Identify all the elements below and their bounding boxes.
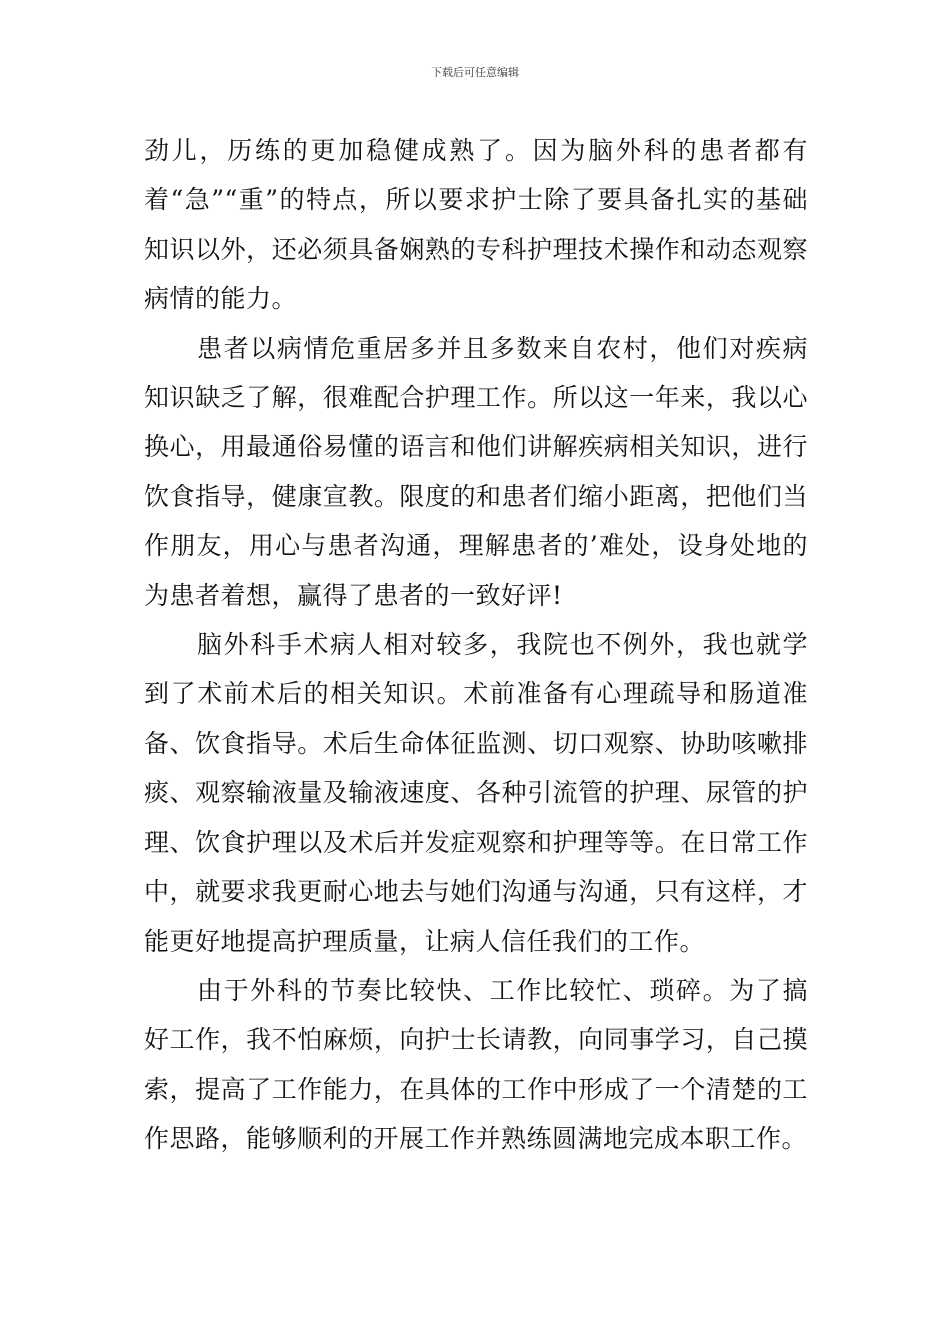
paragraph-2: 患者以病情危重居多并且多数来自农村，他们对疾病知识缺乏了解，很难配合护理工作。所以这一年来，我以心换心，用最通俗易懂的语言和他们讲解疾病相关知识，进行饮食指导，健康宣教。限度的和患者们缩小距离，把他们当作朋友，用心与患者沟通，理解患者的’难处，设身处地的为患者着想，赢得了患者的一致好评!	[144, 333, 808, 610]
paragraph-1: 劲儿，历练的更加稳健成熟了。因为脑外科的患者都有着“急”“重”的特点，所以要求护士除了要具备扎实的基础知识以外，还必须具备娴熟的专科护理技术操作和动态观察病情的能力。	[144, 136, 808, 314]
document-body	[144, 126, 808, 1164]
page-header: 下载后可任意编辑	[431, 66, 519, 79]
paragraph-4: 由于外科的节奏比较快、工作比较忙、琐碎。为了搞好工作，我不怕麻烦，向护士长请教，向同事学习，自己摸索，提高了工作能力，在具体的工作中形成了一个清楚的工作思路，能够顺利的开展工作并熟练圆满地完成本职工作。	[144, 975, 808, 1154]
paragraph-3: 脑外科手术病人相对较多，我院也不例外，我也就学到了术前术后的相关知识。术前准备有心理疏导和肠道准备、饮食指导。术后生命体征监测、切口观察、协助咳嗽排痰、观察输液量及输液速度、各种引流管的护理、尿管的护理、饮食护理以及术后并发症观察和护理等等。在日常工作中，就要求我更耐心地去与她们沟通与沟通，只有这样，才能更好地提高护理质量，让病人信任我们的工作。	[144, 630, 808, 956]
